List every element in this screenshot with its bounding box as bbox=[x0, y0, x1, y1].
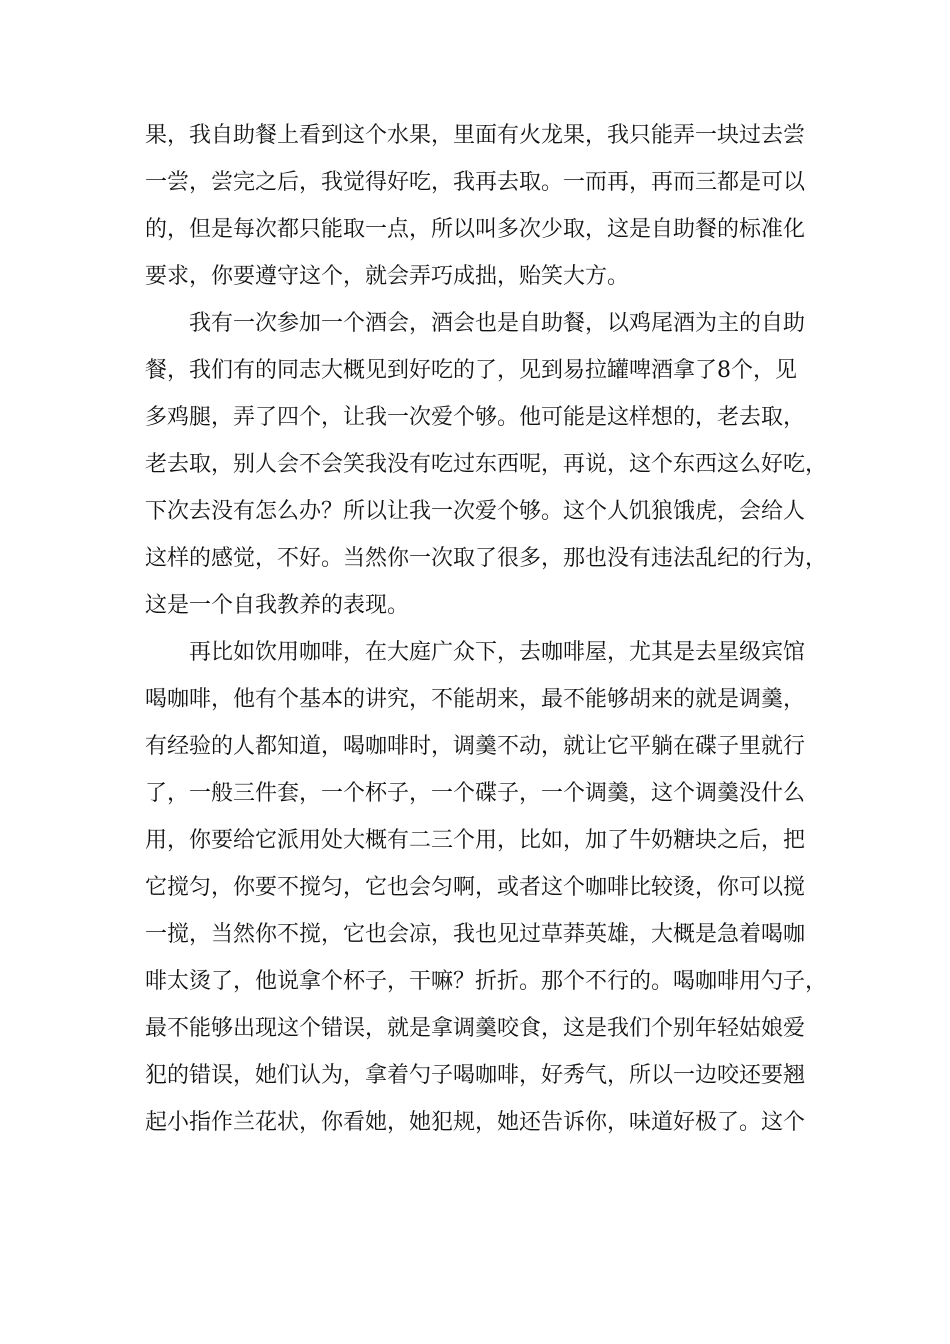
text-line: 多鸡腿，弄了四个，让我一次爱个够。他可能是这样想的，老去取， bbox=[145, 405, 806, 430]
body-text bbox=[145, 118, 828, 1152]
text-line: 一尝，尝完之后，我觉得好吃，我再去取。一而再，再而三都是可以 bbox=[145, 170, 806, 195]
text-line: 这是一个自我教养的表现。 bbox=[145, 593, 410, 618]
text-line: 用，你要给它派用处大概有二三个用，比如，加了牛奶糖块之后，把 bbox=[145, 828, 806, 853]
text-line: 老去取，别人会不会笑我没有吃过东西呢，再说，这个东西这么好吃， bbox=[145, 452, 828, 477]
text-line: 起小指作兰花状，你看她，她犯规，她还告诉你，味道好极了。这个 bbox=[145, 1110, 806, 1135]
text-line: 下次去没有怎么办？所以让我一次爱个够。这个人饥狼饿虎，会给人 bbox=[145, 499, 806, 524]
text-line: 果，我自助餐上看到这个水果，里面有火龙果，我只能弄一块过去尝 bbox=[145, 123, 806, 148]
text-line: 喝咖啡，他有个基本的讲究，不能胡来，最不能够胡来的就是调羹， bbox=[145, 687, 806, 712]
text-line: 一搅，当然你不搅，它也会凉，我也见过草莽英雄，大概是急着喝咖 bbox=[145, 922, 806, 947]
text-line: 了，一般三件套，一个杯子，一个碟子，一个调羹，这个调羹没什么 bbox=[145, 781, 806, 806]
text-line: 犯的错误，她们认为，拿着勺子喝咖啡，好秀气，所以一边咬还要翘 bbox=[145, 1063, 806, 1088]
text-line: 有经验的人都知道，喝咖啡时，调羹不动，就让它平躺在碟子里就行 bbox=[145, 734, 806, 759]
text-line: 我有一次参加一个酒会，酒会也是自助餐，以鸡尾酒为主的自助 bbox=[145, 311, 806, 336]
text-line: 要求，你要遵守这个，就会弄巧成拙，贻笑大方。 bbox=[145, 264, 630, 289]
text-line: 再比如饮用咖啡，在大庭广众下，去咖啡屋，尤其是去星级宾馆 bbox=[145, 640, 806, 665]
text-line: 啡太烫了，他说拿个杯子，干嘛？折折。那个不行的。喝咖啡用勺子， bbox=[145, 969, 828, 994]
text-line: 餐，我们有的同志大概见到好吃的了，见到易拉罐啤酒拿了8个，见 bbox=[145, 358, 797, 383]
text-line: 最不能够出现这个错误，就是拿调羹咬食，这是我们个别年轻姑娘爱 bbox=[145, 1016, 806, 1041]
text-line: 的，但是每次都只能取一点，所以叫多次少取，这是自助餐的标准化 bbox=[145, 217, 806, 242]
text-line: 这样的感觉，不好。当然你一次取了很多，那也没有违法乱纪的行为， bbox=[145, 546, 828, 571]
text-line: 它搅匀，你要不搅匀，它也会匀啊，或者这个咖啡比较烫，你可以搅 bbox=[145, 875, 806, 900]
